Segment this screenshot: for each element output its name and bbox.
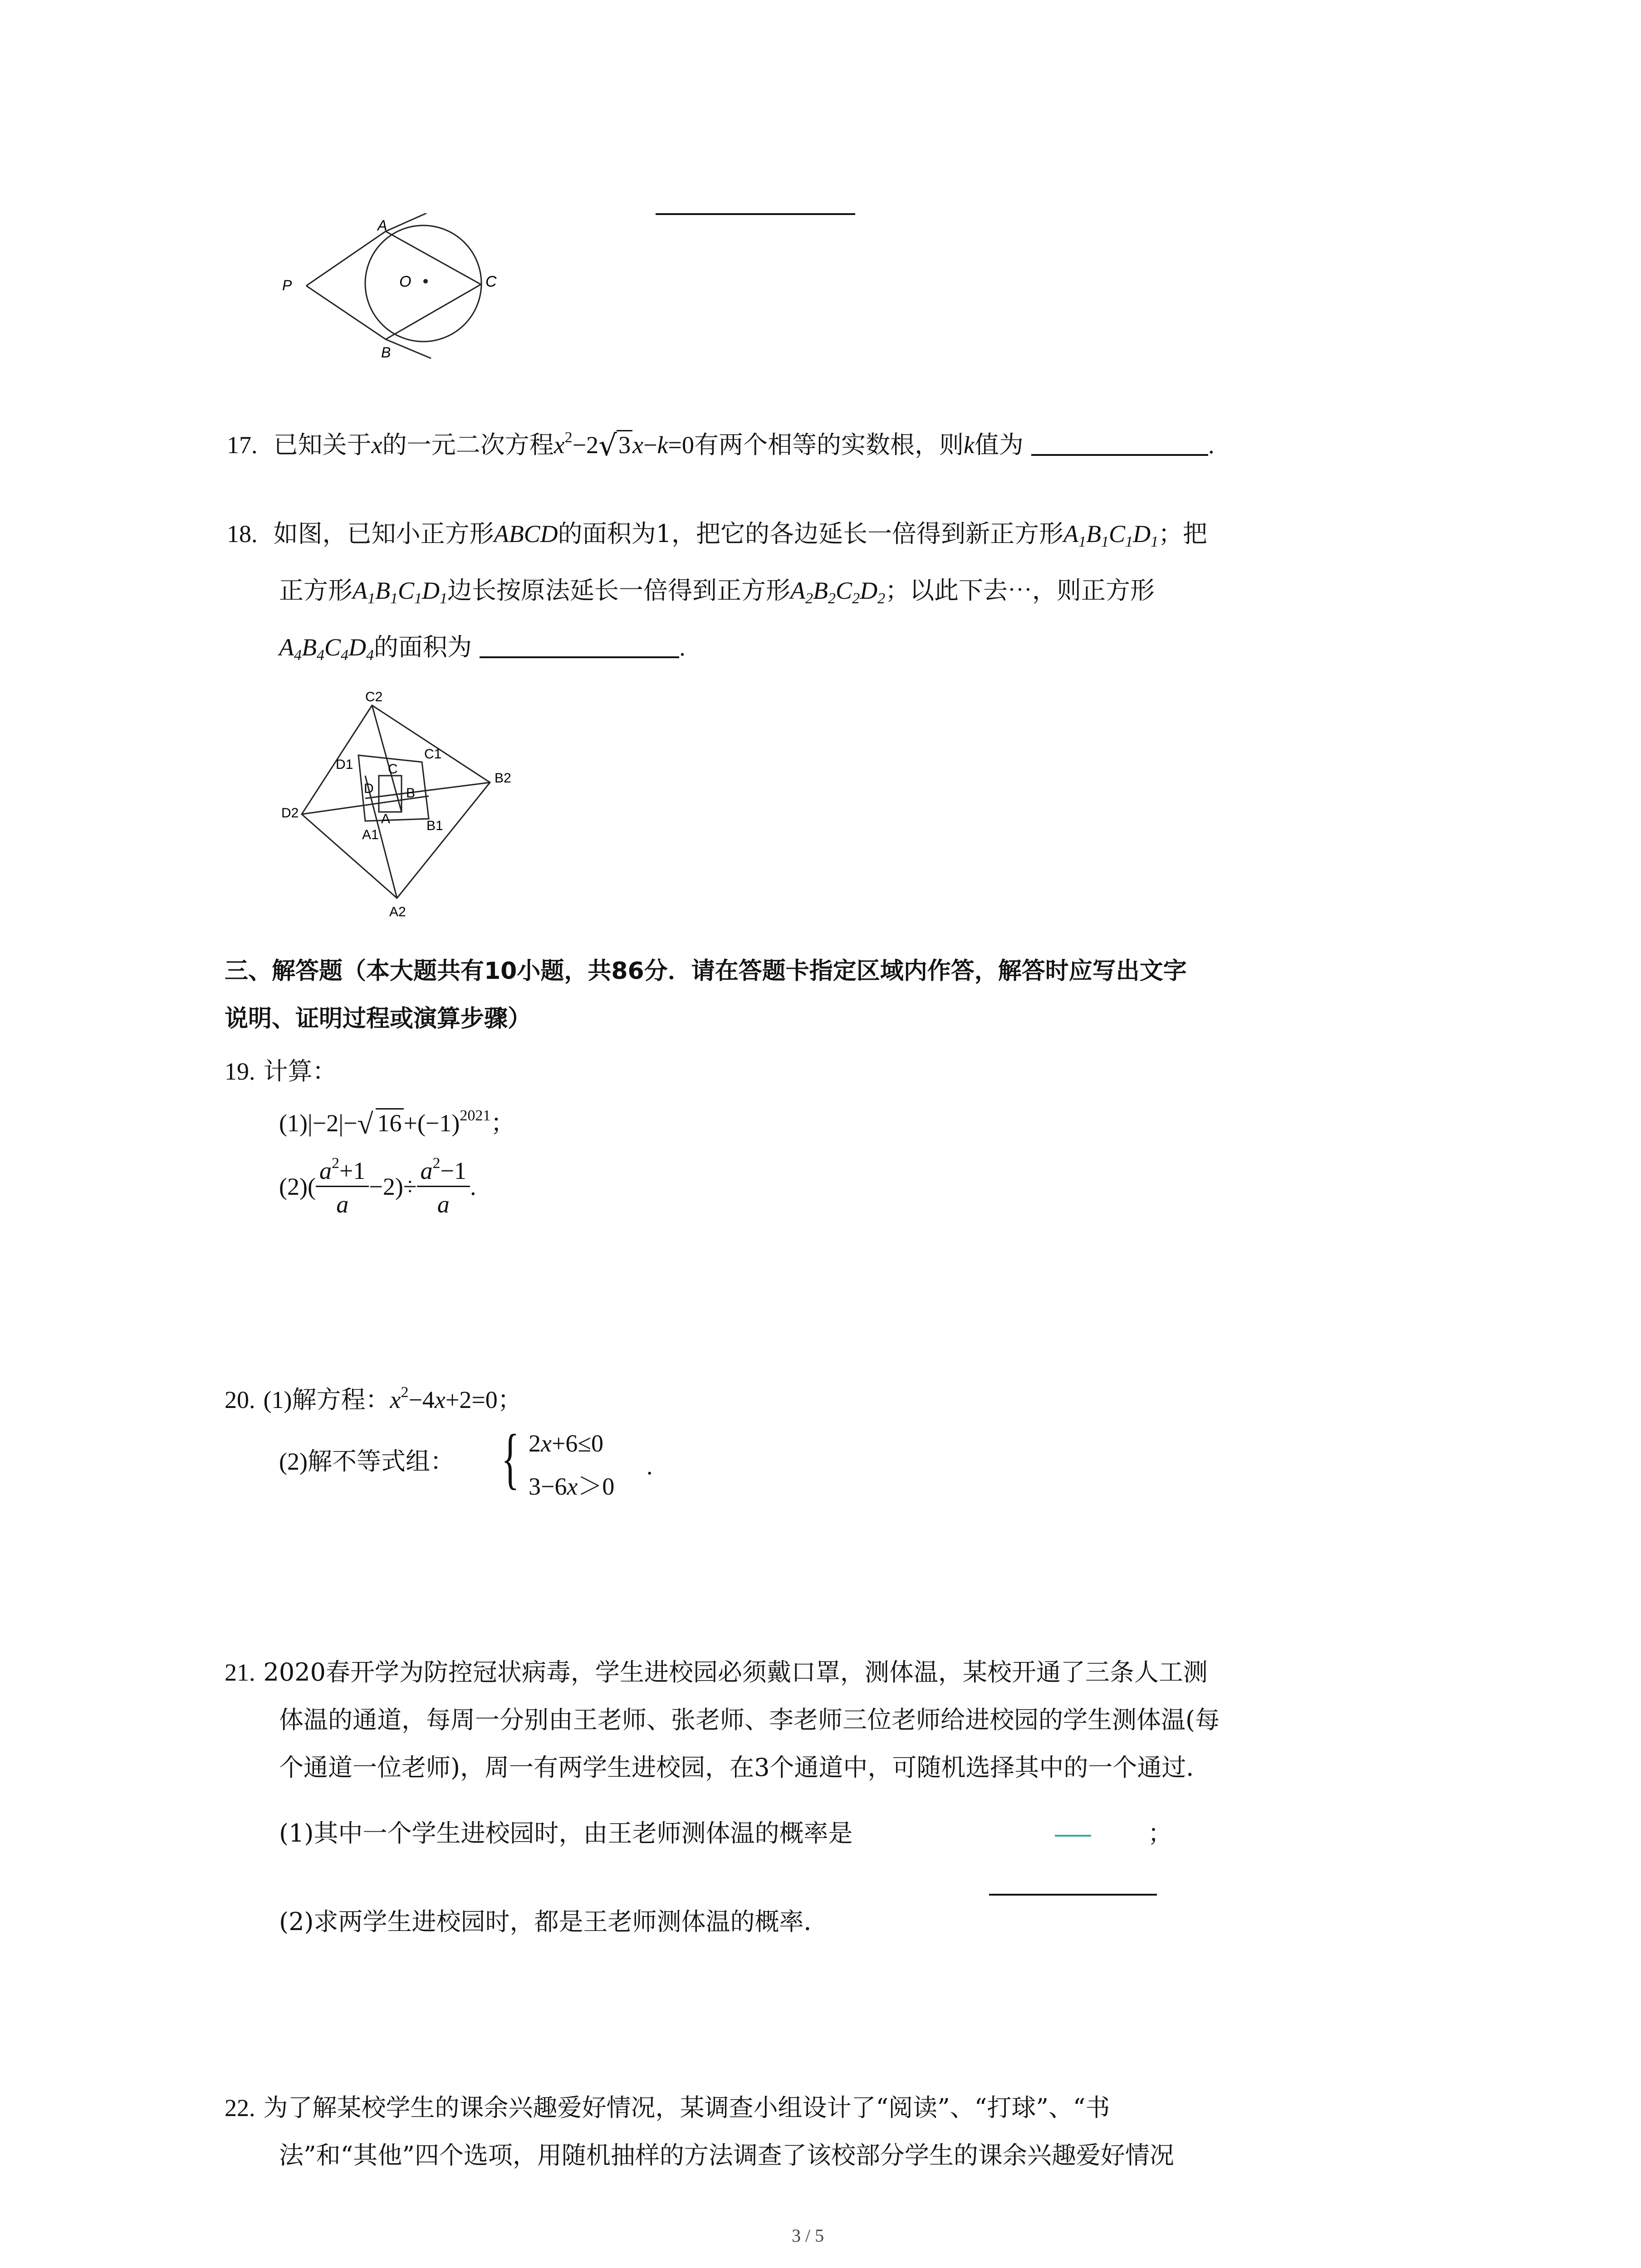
circle-o — [365, 225, 481, 342]
q17-number: 17. — [227, 431, 258, 459]
label-a: A — [377, 217, 387, 234]
question-18-line3: $A_4B_4C_4D_4$的面积为 . — [279, 633, 686, 664]
fraction-a2plus1-over-a: $\frac{a^2+1}{a}$ — [316, 1154, 369, 1219]
sqrt-16: √ 16 — [358, 1109, 404, 1138]
fig18-label-a1: A1 — [362, 827, 379, 842]
sqrt-3: √ 3 — [598, 430, 632, 460]
question-18-line2: 正方形$A_1B_1C_1D_1$边长按原法延长一倍得到正方形$A_2B_2C_2D_2$；以此下去⋯，则正方形 — [279, 576, 1155, 607]
q21-part1-end: ； — [1148, 1819, 1172, 1848]
fig18-label-b2: B2 — [495, 771, 511, 786]
question-22: 22. 为了解某校学生的课余兴趣爱好情况，某调查小组设计了“阅读”、“打球”、“书 — [225, 2093, 1110, 2122]
question-20: 20. (1)解方程：$x^2-4x+2=0$； — [225, 1384, 522, 1413]
tangent-pa — [306, 231, 386, 286]
q21-line2: 体温的通道，每周一分别由王老师、张老师、李老师三位老师给进校园的学生测体温(每 — [279, 1706, 1220, 1734]
q21-fraction-placeholder — [1055, 1835, 1091, 1837]
label-o: O — [399, 273, 411, 290]
fig18-label-b1: B1 — [426, 818, 443, 833]
question-21: 21. 2020春开学为防控冠状病毒，学生进校园必须戴口罩，测体温，某校开通了三条人工测 — [225, 1658, 1208, 1686]
fig18-label-c1: C1 — [424, 747, 442, 762]
q20-period: . — [647, 1452, 653, 1480]
q21-answer-blank — [989, 1894, 1157, 1896]
q17-answer-blank — [1031, 432, 1208, 456]
fig18-label-c: C — [388, 762, 398, 777]
square-a1b1c1d1: $A_1B_1C_1D_1$ — [1063, 520, 1159, 550]
q20-part2: (2)解不等式组： — [279, 1448, 455, 1475]
square-a2b2c2d2: $A_2B_2C_2D_2$ — [790, 577, 886, 607]
chord-bc — [386, 284, 481, 339]
label-c: C — [485, 273, 497, 290]
q18-number: 18. — [227, 520, 258, 547]
question-17: 17. 已知关于x的一元二次方程$x^2-2$ √ 3x−k=0有两个相等的实数根，则k值为 . — [227, 429, 1215, 463]
center-dot — [423, 279, 428, 284]
inequality-2: 3−6x＞0 — [529, 1473, 615, 1500]
question-19: 19. 计算： — [225, 1057, 337, 1085]
fig18-label-b: B — [406, 786, 416, 801]
square-a4b4c4d4: $A_4B_4C_4D_4$ — [279, 634, 374, 664]
inequality-brace: { — [501, 1421, 519, 1496]
q19-part1: (1)|−2|− √ $16+(-1)^{2021}$； — [279, 1107, 515, 1140]
q21-part2: (2)求两学生进校园时，都是王老师测体温的概率． — [279, 1907, 828, 1936]
answer-blank-16 — [656, 213, 855, 215]
fig18-label-a: A — [381, 811, 391, 826]
fig18-label-d2: D2 — [281, 806, 299, 821]
section-3-title-line1: 三、解答题（本大题共有10小题，共86分．请在答题卡指定区域内作答，解答时应写出文字 — [225, 958, 1187, 985]
fig18-label-a2: A2 — [389, 904, 406, 919]
section-3-title-line2: 说明、证明过程或演算步骤） — [225, 1005, 532, 1032]
square-2 — [302, 705, 490, 898]
q22-line2: 法”和“其他”四个选项，用随机抽样的方法调查了该校部分学生的课余兴趣爱好情况 — [279, 2141, 1174, 2170]
question-18: 18. 如图，已知小正方形ABCD的面积为1，把它的各边延长一倍得到新正方形$A_1B_1C_1D_1$；把 — [227, 519, 1208, 550]
q19-part2: (2)( $\frac{a^2+1}{a}$ −2)÷ $\frac{a^2-1}{a}$ . — [279, 1154, 476, 1219]
figure-circle-tangents — [272, 213, 526, 367]
q21-part1: (1)其中一个学生进校园时，由王老师测体温的概率是 — [279, 1819, 853, 1848]
fig18-label-d1: D1 — [336, 757, 353, 772]
fig18-label-d: D — [364, 781, 374, 796]
label-p: P — [282, 277, 292, 293]
q18-answer-blank — [480, 635, 679, 658]
figure-nested-squares — [272, 685, 526, 921]
label-b: B — [381, 344, 391, 361]
q21-line3: 个通道一位老师)，周一有两学生进校园，在3个通道中，可随机选择其中的一个通过． — [279, 1753, 1211, 1782]
inequality-1: 2x+6≤0 — [529, 1430, 604, 1457]
page-number: 3 / 5 — [792, 2225, 824, 2246]
fraction-a2minus1-over-a: $\frac{a^2-1}{a}$ — [417, 1154, 470, 1219]
fig18-label-c2: C2 — [365, 689, 383, 704]
